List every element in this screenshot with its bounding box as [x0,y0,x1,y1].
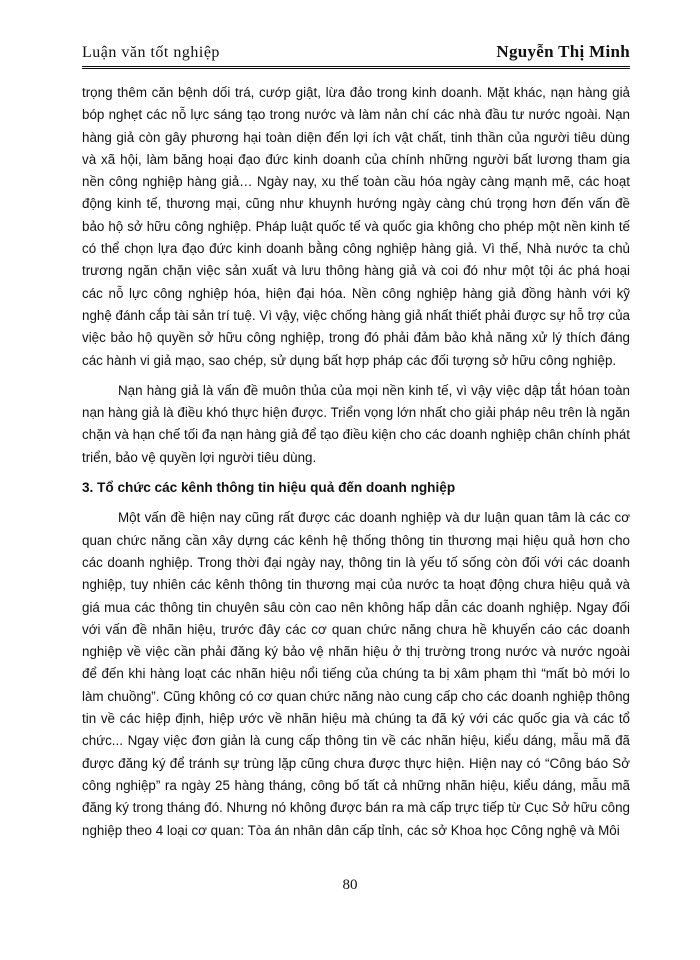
header-title: Luận văn tốt nghiệp [82,44,220,61]
paragraph-counterfeit-outlook: Nạn hàng giả là vấn đề muôn thủa của mọi nền kinh tế, vì vậy việc dập tắt hóan toàn nạn hàng giả là điều khó thực hiện được. Triển vọng lớn nhất cho giải pháp nêu trên là ngăn chặn và hạn chế tối đa nạn hàng giả để tạo điều kiện cho các doanh nghiệp chân chính phát triển, bảo vệ quyền lợi người tiêu dùng. [82,382,630,465]
paragraph-gap [82,499,630,507]
paragraph-information-channels: Một vấn đề hiện nay cũng rất được các doanh nghiệp và dư luận quan tâm là các cơ quan chức năng cần xây dựng các kênh hệ thống thông tin thương mại hiệu quả hơn cho các doanh nghiệp. Trong thời đại ngày nay, thông tin là yếu tố sống còn đối với các doanh nghiệp, tuy nhiên các kênh thông tin thương mại của nước ta hoạt động chưa hiệu quả và giá mua các thông tin chuyên sâu còn cao nên không hấp dẫn các doanh nghiệp. Ngay đối với vấn đề nhãn hiệu, trước đây các cơ quan chức năng chưa hề khuyến cáo các doanh nghiệp về việc cần phải đăng ký bảo vệ nhãn hiệu ở thị trường trong nước và nước ngoài để đến khi hàng loạt các nhãn hiệu nổi tiếng của chúng ta bị xâm phạm thì “mất bò mới lo làm chuồng”. Cũng không có cơ quan chức năng nào cung cấp cho các doanh nghiệp thông tin về các hiệp định, hiệp ước về nhãn hiệu mà chúng ta đã ký với các quốc gia và các tổ chức... Ngay việc đơn giản là cung cấp thông tin về các nhãn hiệu, kiểu dáng, mẫu mã đã được đăng ký để tránh sự trùng lặp cũng chưa được thực hiện. Hiện nay có “Công báo Sở công nghiệp” ra ngày 25 hàng tháng, công bố tất cả những nhãn hiệu, kiểu dáng, mẫu mã đăng ký trong tháng đó. Nhưng nó không được bán ra mà cấp trực tiếp từ Cục Sở hữu công nghiệp theo 4 loại cơ quan: Tòa án nhân dân cấp tỉnh, các sở Khoa học Công nghệ và Môi [82,510,630,838]
paragraph-gap [82,372,630,380]
paragraph-continuation: trọng thêm căn bệnh dối trá, cướp giật, lừa đảo trong kinh doanh. Mặt khác, nạn hàng giả bóp nghẹt các nỗ lực sáng tạo trong nước và làm nản chí các nhà đầu tư nước ngoài. Nạn hàng giả còn gây phương hại toàn diện đến lợi ích vật chất, tinh thần của người tiêu dùng và xã hội, làm băng hoại đạo đức kinh doanh của chính những người bất lương tham gia nền công nghiệp hàng giả… Ngày nay, xu thế toàn cầu hóa ngày càng mạnh mẽ, các hoạt động kinh tế, thương mại, cũng như khuynh hướng ngày càng chú trọng hơn đến vấn đề bảo hộ sở hữu công nghiệp. Pháp luật quốc tế và quốc gia không cho phép một nền kinh tế có thể chọn lựa đạo đức kinh doanh bằng công nghiệp hàng giả. Vì thế, Nhà nước ta chủ trương ngăn chặn việc sản xuất và lưu thông hàng giả và coi đó như một tội ác phá hoại các nỗ lực công nghiệp hóa, hiện đại hóa. Nền công nghiệp hàng giả đồng hành với kỹ nghệ đánh cắp tài sản trí tuệ. Vì vậy, việc chống hàng giả nhất thiết phải được sự hỗ trợ của việc bảo hộ quyền sở hữu công nghiệp, trong đó phải đảm bảo khả năng xử lý thích đáng các hành vi giả mạo, sao chép, sử dụng bất hợp pháp các đối tượng sở hữu công nghiệp. [82,85,630,368]
page-number: 80 [342,877,358,893]
paragraph-gap [82,469,630,477]
section-heading: 3. Tổ chức các kênh thông tin hiệu quả đến doanh nghiệp [82,480,456,496]
header-author: Nguyễn Thị Minh [496,42,630,61]
page-body [82,82,630,842]
page-header [82,40,630,69]
